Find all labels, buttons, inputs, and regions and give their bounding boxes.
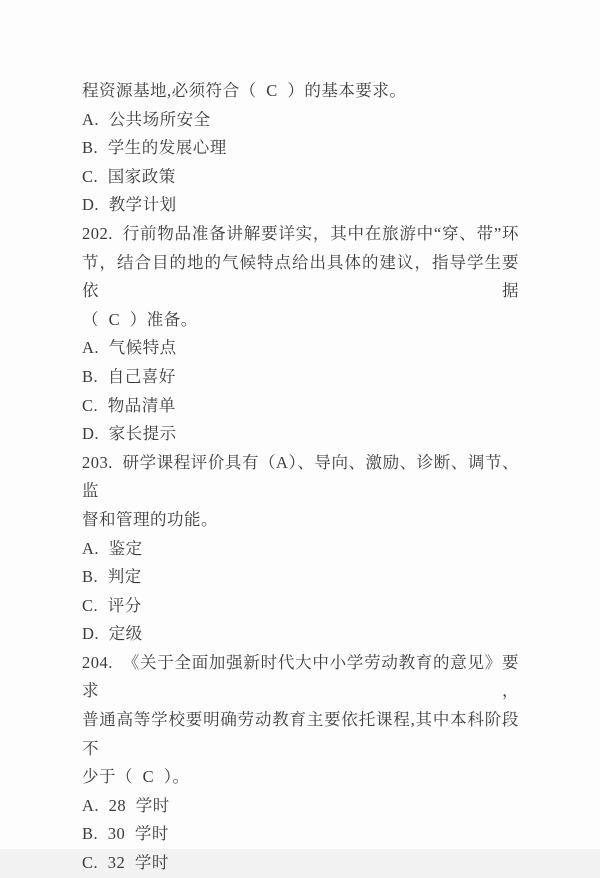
answer-option-line: A. 鉴定 [82,538,143,558]
answer-option-line: B. 学生的发展心理 [82,138,227,158]
question-stem-line: 节，结合目的地的气候特点给出具体的建议，指导学生要依据 [82,252,519,301]
question-stem-line: 202. 行前物品准备讲解要详实，其中在旅游中“穿、带”环 [82,223,519,243]
answer-option-line: B. 30 学时 [82,824,169,844]
answer-option-line: A. 气候特点 [82,338,177,358]
question-201-continuation [82,77,519,220]
answer-option-line: D. 教学计划 [82,195,177,215]
answer-option-line: C. 国家政策 [82,166,176,186]
answer-option-line: C. 物品清单 [82,395,176,415]
question-204 [82,649,519,878]
question-stem-line: 程资源基地,必须符合（ C ）的基本要求。 [82,81,407,100]
answer-option-line: B. 判定 [82,567,142,587]
answer-option-line: C. 32 学时 [82,853,169,873]
answer-option-line: A. 公共场所安全 [82,109,211,129]
answer-option-line: A. 28 学时 [82,795,170,815]
question-stem-line: 普通高等学校要明确劳动教育主要依托课程,其中本科阶段不 [82,710,519,758]
question-202 [82,220,519,449]
question-text-column [82,77,519,878]
answer-option-line: D. 定级 [82,624,143,644]
answer-option-line: D. 家长提示 [82,424,177,444]
question-stem-line: 少于（ C ）。 [82,767,190,787]
question-203 [82,449,519,649]
question-stem-line: 203. 研学课程评价具有（A）、导向、激励、诊断、调节、监 [82,452,519,501]
questions-container [82,77,519,878]
answer-option-line: B. 自己喜好 [82,366,176,386]
question-stem-line: 督和管理的功能。 [82,509,218,529]
answer-option-line: C. 评分 [82,595,142,615]
question-stem-line: 204. 《关于全面加强新时代大中小学劳动教育的意见》要求， [82,652,519,701]
question-stem-line: （ C ）准备。 [82,309,198,329]
